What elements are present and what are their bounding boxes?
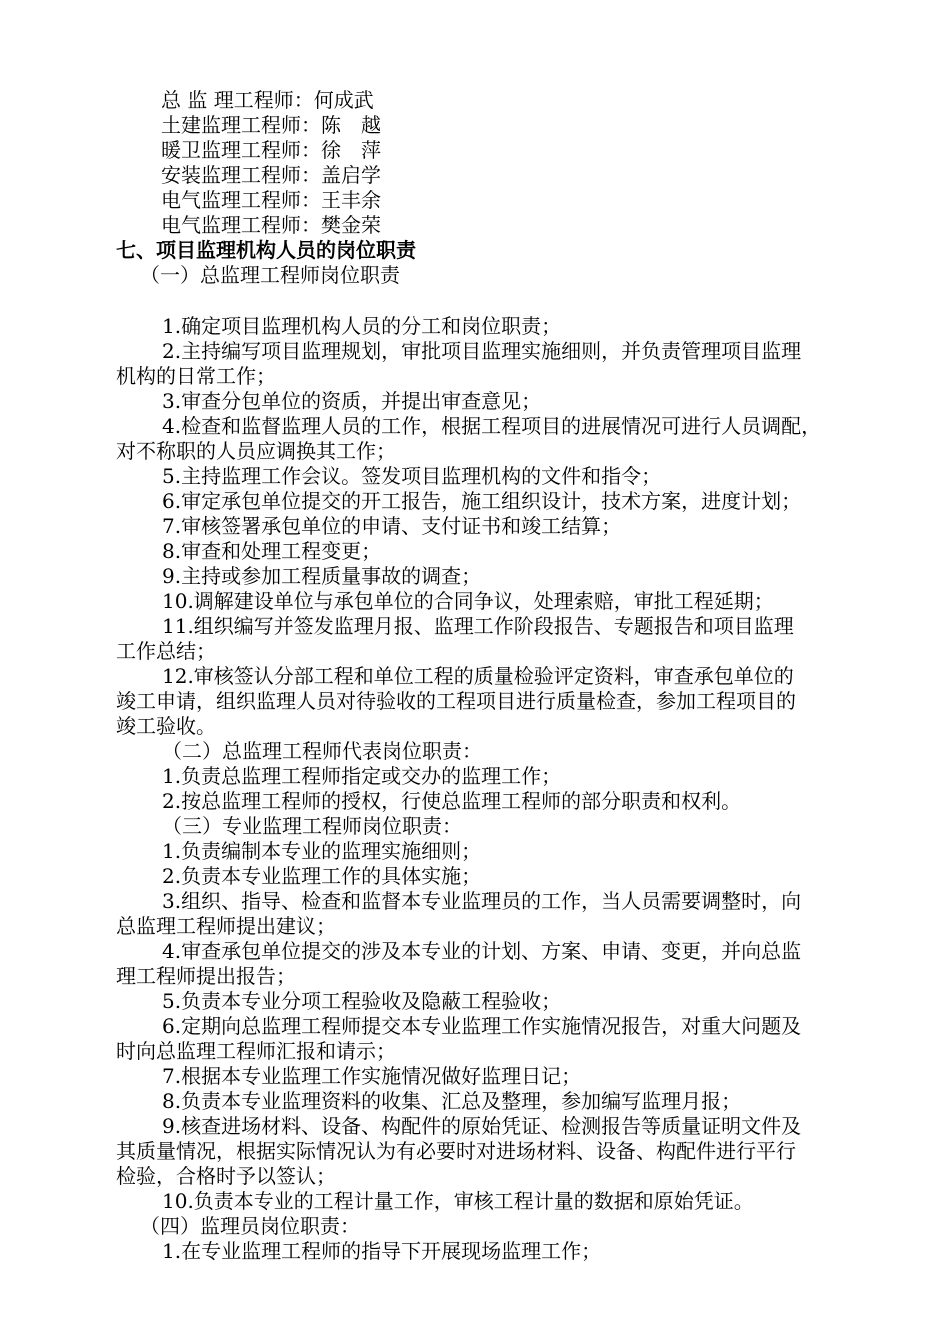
- duty-line: 1.负责总监理工程师指定或交办的监理工作；: [162, 764, 562, 788]
- subsection-title-deputy: （二）总监理工程师代表岗位职责：: [162, 739, 482, 763]
- duty-line: 9.主持或参加工程质量事故的调查；: [162, 564, 482, 588]
- duty-line: 2.按总监理工程师的授权，行使总监理工程师的部分职责和权利。: [162, 789, 742, 813]
- duty-line: 6.定期向总监理工程师提交本专业监理工作实施情况报告，对重大问题及: [162, 1014, 802, 1038]
- duty-line: 7.根据本专业监理工作实施情况做好监理日记；: [162, 1064, 582, 1088]
- duty-line: 1.负责编制本专业的监理实施细则；: [162, 839, 482, 863]
- duty-line: 6.审定承包单位提交的开工报告，施工组织设计，技术方案，进度计划；: [162, 489, 802, 513]
- subsection-title-specialist: （三）专业监理工程师岗位职责：: [162, 814, 462, 838]
- duty-line: 11.组织编写并签发监理月报、监理工作阶段报告、专题报告和项目监理: [162, 614, 794, 638]
- duty-line: 竣工申请，组织监理人员对待验收的工程项目进行质量检查，参加工程项目的: [116, 689, 796, 713]
- subsection-title-inspector: （四）监理员岗位职责：: [140, 1214, 360, 1238]
- subsection-title-chief: （一）总监理工程师岗位职责: [140, 263, 400, 287]
- duty-line: 3.组织、指导、检查和监督本专业监理员的工作，当人员需要调整时，向: [162, 889, 802, 913]
- duty-line: 5.负责本专业分项工程验收及隐蔽工程验收；: [162, 989, 562, 1013]
- staff-line: 电气监理工程师：王丰余: [161, 188, 381, 212]
- duty-line: 理工程师提出报告；: [116, 964, 296, 988]
- duty-line: 7.审核签署承包单位的申请、支付证书和竣工结算；: [162, 514, 622, 538]
- duty-line: 1.确定项目监理机构人员的分工和岗位职责；: [162, 314, 562, 338]
- duty-line: 8.负责本专业监理资料的收集、汇总及整理，参加编写监理月报；: [162, 1089, 742, 1113]
- duty-line: 工作总结；: [116, 639, 216, 663]
- staff-line: 安装监理工程师：盖启学: [161, 163, 381, 187]
- duty-line: 1.在专业监理工程师的指导下开展现场监理工作；: [162, 1239, 602, 1263]
- duty-line: 检验，合格时予以签认；: [116, 1164, 336, 1188]
- duty-line: 3.审查分包单位的资质，并提出审查意见；: [162, 389, 542, 413]
- duty-line: 其质量情况，根据实际情况认为有必要时对进场材料、设备、构配件进行平行: [116, 1139, 796, 1163]
- duty-line: 5.主持监理工作会议。签发项目监理机构的文件和指令；: [162, 464, 662, 488]
- staff-line: 电气监理工程师：樊金荣: [161, 213, 381, 237]
- staff-line: 暖卫监理工程师：徐 萍: [161, 138, 381, 162]
- staff-line: 总 监 理工程师：何成武: [161, 88, 374, 112]
- duty-line: 4.检查和监督监理人员的工作，根据工程项目的进展情况可进行人员调配，: [162, 414, 822, 438]
- duty-line: 12.审核签认分部工程和单位工程的质量检验评定资料，审查承包单位的: [162, 664, 794, 688]
- duty-line: 竣工验收。: [116, 714, 216, 738]
- duty-line: 8.审查和处理工程变更；: [162, 539, 382, 563]
- staff-line: 土建监理工程师：陈 越: [161, 113, 381, 137]
- duty-line: 2.负责本专业监理工作的具体实施；: [162, 864, 482, 888]
- duty-line: 总监理工程师提出建议；: [116, 914, 336, 938]
- duty-line: 10.调解建设单位与承包单位的合同争议，处理索赔，审批工程延期；: [162, 589, 774, 613]
- duty-line: 时向总监理工程师汇报和请示；: [116, 1039, 396, 1063]
- duty-line: 机构的日常工作；: [116, 364, 276, 388]
- duty-line: 对不称职的人员应调换其工作；: [116, 439, 396, 463]
- section-title: 七、项目监理机构人员的岗位职责: [116, 238, 416, 262]
- duty-line: 10.负责本专业的工程计量工作，审核工程计量的数据和原始凭证。: [162, 1189, 754, 1213]
- duty-line: 2.主持编写项目监理规划，审批项目监理实施细则，并负责管理项目监理: [162, 339, 802, 363]
- duty-line: 4.审查承包单位提交的涉及本专业的计划、方案、申请、变更，并向总监: [162, 939, 802, 963]
- duty-line: 9.核查进场材料、设备、构配件的原始凭证、检测报告等质量证明文件及: [162, 1114, 802, 1138]
